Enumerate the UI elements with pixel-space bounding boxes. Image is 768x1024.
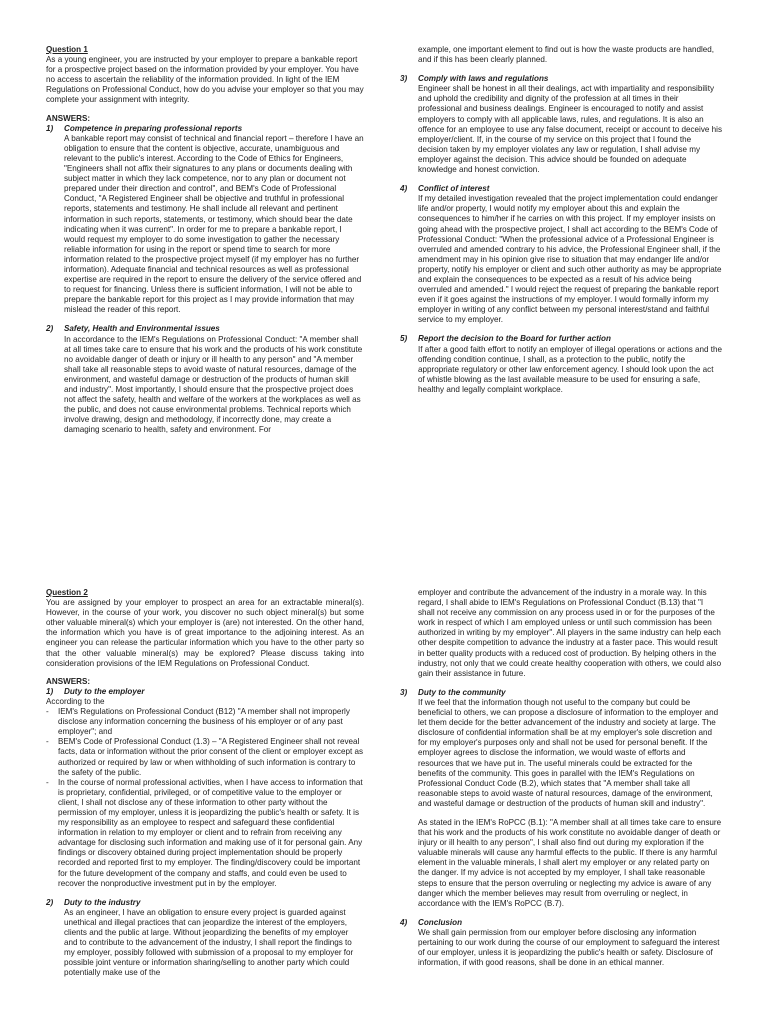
- question-2-answers-label: ANSWERS:: [46, 676, 91, 686]
- question-1-heading: Question 1: [46, 45, 88, 54]
- list-item: - BEM's Code of Professional Conduct (1.3) – "A Registered Engineer shall not reveal facts, data or information without the prior consent of the client or employer except as authorized or required by law or when withholding of such information is contrary to the safety of the public.: [46, 737, 364, 777]
- section-body: If we feel that the information though not useful to the company but could be beneficial to others, we can propose a disclosure of information to the employer and let them decide for the better advancement of the industry and society at large. The disclosure of confidential information shall be at my employer's sole discretion and for my employer's purposes only and shall not be used for personal benefit. If the employer agrees to disclose the information, we would waste of efforts and resources that we have put in. The useful minerals could be extracted for the benefits of the community. This goes in parallel with the IEM's Regulations on Professional Conduct Code (B.2), which states that "A member shall take all reasonable steps to avoid waste of natural resources, damage of the environment, and wasteful damage or destruction of the products of human skill and industry".: [418, 697, 719, 808]
- bullet-list: [46, 707, 364, 889]
- q1-section-conflict: [400, 184, 722, 325]
- question-1-prompt: As a young engineer, you are instructed by your employer to prepare a bankable report for a prospective project based on the information provided by your employer. You have no access to ascertain the reliability of the information provided. In light of the IEM Regulations on Professional Conduct, how do you advise your employer so that you may complete your assignment with integrity.: [46, 55, 364, 105]
- section-body: As stated in the IEM's RoPCC (B.1): "A member shall at all times take care to ensure that his work and the products of his work constitute no avoidable danger of death or injury or ill health to any person", I shall also find out during my exploration if the valuable minerals will cause any harmful effects to the public. If there is any harmful element in the valuable minerals, I shall alert my employer or any related party on the danger. If my advice is not accepted by my employer, I shall take reasonable steps to ensure that the person overruling or neglecting my advice is aware of any danger which the member believes may result from overruling or neglect, in accordance with the IEM's RoPCC (B.7).: [418, 817, 722, 908]
- question-2-prompt: You are assigned by your employer to prospect an area for an extractable mineral(s). However, in the course of your work, you discover no such object mineral(s) but some other valuable mineral(s) which your employer is (are) not interested. On the other hand, the information which you have is of great importance to the adjoining interest. As an engineer you can release the particular information which you have to the other party so that the other valuable mineral(s) may be explored? Please discuss taking into consideration provisions of the IEM Regulations on Professional Conduct.: [46, 598, 364, 668]
- q2-section-industry: [46, 898, 364, 979]
- section-body: If after a good faith effort to notify an employer of illegal operations or actions and the offending condition continue, I shall, as a protection to the public, notify the appropriate regulatory or other law enforcement agency. I should look upon the act of whistle blowing as the last available measure to be used for ensuring a safe, healthy and legally complaint workplace.: [418, 344, 723, 394]
- q1-section-laws: [400, 74, 722, 175]
- q1-left-column: [46, 45, 364, 435]
- q2-section-conclusion: [400, 918, 722, 968]
- list-item: - In the course of normal professional activities, when I have access to information that is proprietary, confidential, privileged, or of competitive value to the employer or client, I shall not disclose any of these information to other party without the permission of my employer, unless it is jeopardizing the public's health or safety. It is my responsibility as an employee to respect and safeguard these confidential information in relation to my employer or client and to refrain from receiving any advantage for disclosing such information and making use of it for personal gain. Any findings or discovery obtained during project implementation should be properly recorded and reported first to my employer. The finding/discovery could be important for the future development of the company and staffs, and could even be used to recover the nonproductive investment put in by the employer.: [46, 778, 364, 889]
- q1-section-report: [400, 334, 722, 395]
- question-2-heading: Question 2: [46, 588, 88, 597]
- q2-section-community: [400, 688, 722, 909]
- section-body: A bankable report may consist of technical and financial report – therefore I have an obligation to ensure that the content is objective, accurate, unambiguous and relevant to the public's interest. According to the Code of Ethics for Engineers, "Engineers shall not affix their signatures to any plans or documents dealing with subject matter in which they lack competence, nor to any plan or document not prepared under their direction and control", and BEM's Code of Professional Conduct, "A Registered Engineer shall be objective and truthful in professional reports, statements and testimony. He shall include all relevant and pertinent information in such reports, statements, or testimony, which should bear the date indicating when it was current". In order for me to prepare a bankable report, I would request my employer to do some investigation to gather the necessary reliable information for using in the report or spend time to search for more information related to the prospective project myself (if my employer has no further information). Adequate financial and technical resources as well as professional expertise are required in the report to ensure the delivery of the service offered and to request for financing. Unless there is sufficient information, I will not be able to prepare the bankable report for this project as I may provide information that may mislead the reader of this report.: [64, 133, 364, 315]
- section-continuation: example, one important element to find out is how the waste products are handled, and if this has been clearly planned.: [418, 45, 715, 65]
- section-body: In accordance to the IEM's Regulations on Professional Conduct: "A member shall at all times take care to ensure that his work and the products of his work constitute no avoidable danger of death or injury or ill health to any person" and "A member shall take all reasonable steps to avoid waste of natural resources, damage of the environment, and wasteful damage or destruction of the products of human skill and industry". Most importantly, I should ensure that the prospective project does not affect the safety, health and welfare of the workers at the workplaces as well as the public, and does not cause environmental problems. Technical reports which involve drawing, design and methodology, if incorrectly done, may create a damaging scenario to health, safety and environment. For: [64, 334, 363, 435]
- q1-section-safety: [46, 324, 364, 435]
- section-heading: 5) Report the decision to the Board for further action: [400, 334, 611, 344]
- q1-section-competence: [46, 124, 364, 316]
- section-body: Engineer shall be honest in all their dealings, act with impartiality and responsibility and uphold the credibility and dignity of the profession at all times in their professional and business dealings. Engineer is encouraged to notify and assist employers to comply with all applicable laws, rules, and regulations. It is also an offence for an employee to use any false document, receipt or account to deceive his employer/client. If, in the course of my service on this project that I found the decision taken by my employer violates any law or regulation, I shall advise my employer against the decision. This advice should be founded on adequate knowledge and honest conviction.: [418, 84, 722, 175]
- question-1-answers-label: ANSWERS:: [46, 113, 91, 123]
- section-body: We shall gain permission from our employer before disclosing any information pertaining to our work during the course of our employment to safeguard the interest of our employer, unless it is jeopardizing the public's health or safety. Disclosure of information, if with good reasons, shall be done in an ethical manner.: [418, 927, 720, 968]
- section-heading: 2) Duty to the industry: [46, 897, 141, 907]
- list-item: - IEM's Regulations on Professional Conduct (B12) "A member shall not improperly disclose any information concerning the business of his employer or of any past employer"; and: [46, 707, 364, 737]
- section-heading: 4) Conclusion: [400, 917, 463, 927]
- section-heading: 2) Safety, Health and Environmental issues: [46, 324, 220, 334]
- section-body: As an engineer, I have an obligation to ensure every project is guarded against unethical and illegal practices that can jeopardize the interest of the employers, clients and the public at large. Without jeopardizing the benefits of my employer and to contribute to the advancement of the industry, I shall report the findings to my employer, possibly followed with submission of a proposal to my employer for possible joint venture or information sharing/selling to another party which could potentially make use of the: [64, 907, 354, 978]
- section-heading: 1) Competence in preparing professional reports: [46, 123, 243, 133]
- q1-right-column: [400, 45, 722, 395]
- section-intro: According to the: [46, 696, 105, 706]
- section-heading: 1) Duty to the employer: [46, 686, 145, 696]
- section-continuation: employer and contribute the advancement of the industry in a morale way. In this regard, I shall abide to IEM's Regulations on Professional Conduct (B.13) that "I shall not receive any commission on any process used in or for the purposes of the work in respect of which I am employed unless or until such commission has been authorized in writing by my employer". All players in the same industry can help each other despite competition to advance the industry at a faster pace. This would result in better quality products with a reduced cost of production. By helping others in the industry, not only that we could create healthy cooperation with others, we could also gain their assistance in future.: [418, 588, 722, 678]
- q2-section-employer: [46, 687, 364, 889]
- section-body: If my detailed investigation revealed that the project implementation could endanger life and/or property, I would notify my employer about this and explain the consequences to him/her if he carries on with this project. If my employer insists on going ahead with the prospective project, I shall act according to the BEM's Code of Professional Conduct: "When the professional advice of a Professional Engineer is overruled and amended contrary to his advice, the Professional Engineer shall, if the amendment may in his opinion give rise to situation that may endanger life and/or property, notify his employer or client and such other authority as may be appropriate and explain the consequences to be expected as a result of his advice being overruled and amended." I would reject the request of preparing the bankable report even if it goes against the instructions of my employer. I would formally inform my employer in writing of any conflict between my personal interest/stand and faithful service to my employer.: [418, 194, 722, 325]
- q2-right-column: [400, 588, 722, 968]
- section-heading: 3) Comply with laws and regulations: [400, 74, 549, 84]
- q2-left-column: [46, 588, 364, 978]
- section-heading: 4) Conflict of interest: [400, 184, 490, 194]
- section-heading: 3) Duty to the community: [400, 687, 506, 697]
